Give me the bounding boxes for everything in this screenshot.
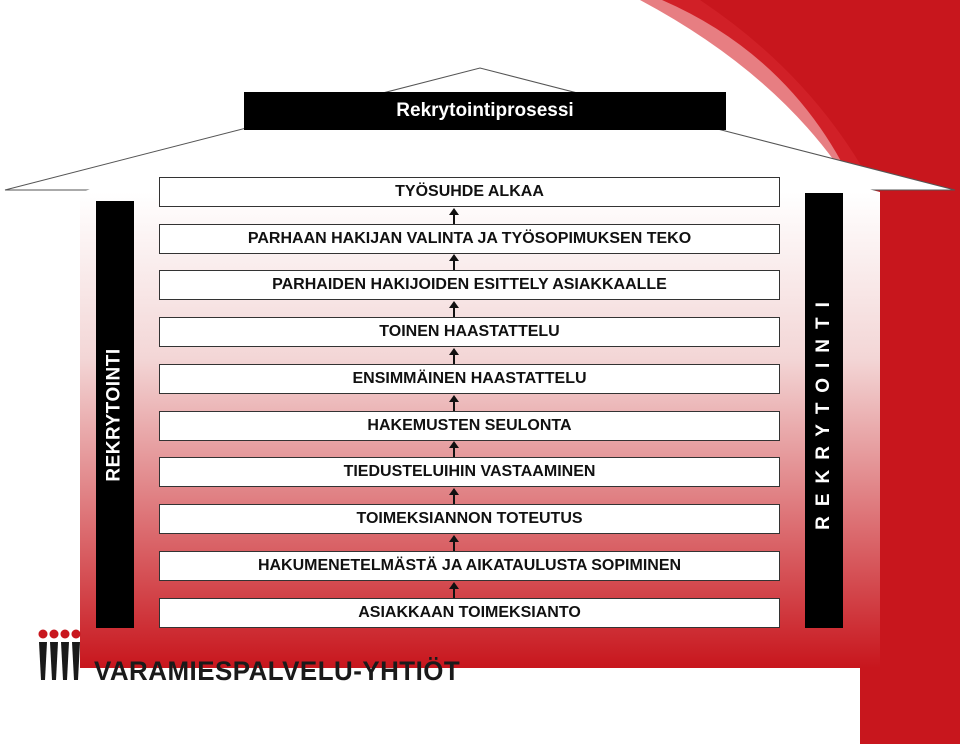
- up-arrow-icon: [448, 395, 460, 411]
- left-side-label: [96, 201, 134, 628]
- step-box: TOIMEKSIANNON TOTEUTUS: [159, 504, 780, 534]
- up-arrow-icon: [448, 582, 460, 598]
- step-box: TYÖSUHDE ALKAA: [159, 177, 780, 207]
- step-box: ASIAKKAAN TOIMEKSIANTO: [159, 598, 780, 628]
- step-box: HAKEMUSTEN SEULONTA: [159, 411, 780, 441]
- up-arrow-icon: [448, 301, 460, 317]
- diagram-title: Rekrytointiprosessi: [244, 92, 726, 130]
- step-box: PARHAAN HAKIJAN VALINTA JA TYÖSOPIMUKSEN TEKO: [159, 224, 780, 254]
- up-arrow-icon: [448, 254, 460, 270]
- step-box: TIEDUSTELUIHIN VASTAAMINEN: [159, 457, 780, 487]
- step-box: PARHAIDEN HAKIJOIDEN ESITTELY ASIAKKAALLE: [159, 270, 780, 300]
- step-box: HAKUMENETELMÄSTÄ JA AIKATAULUSTA SOPIMINEN: [159, 551, 780, 581]
- up-arrow-icon: [448, 441, 460, 457]
- right-side-label-text: REKRYTOINTI: [813, 291, 835, 530]
- company-logo-text: VARAMIESPALVELU-YHTIÖT: [94, 656, 461, 686]
- left-side-label-text: REKRYTOINTI: [104, 347, 126, 482]
- up-arrow-icon: [448, 535, 460, 551]
- step-box: ENSIMMÄINEN HAASTATTELU: [159, 364, 780, 394]
- up-arrow-icon: [448, 488, 460, 504]
- right-side-label: [805, 193, 843, 628]
- company-logo-icon: [36, 628, 82, 686]
- up-arrow-icon: [448, 208, 460, 224]
- up-arrow-icon: [448, 348, 460, 364]
- step-box: TOINEN HAASTATTELU: [159, 317, 780, 347]
